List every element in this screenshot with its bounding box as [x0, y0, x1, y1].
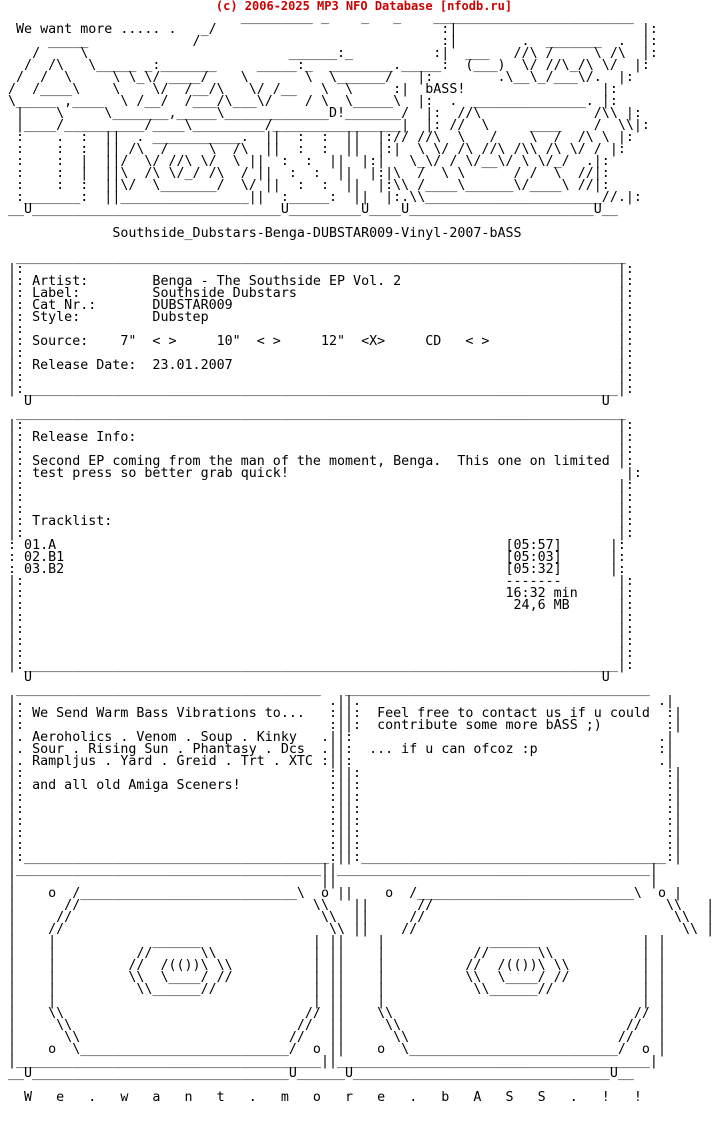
nfodb-credit-header: (c) 2006-2025 MP3 NFO Database [nfodb.ru]	[215, 0, 513, 13]
nfo-ascii-art-document: _________ _ _ _ _________________________ We want more ..... . _/ :| |: _____ / :| . _______ . |: / \ ______:_ :| ___ //\ / \ /\ |: / /\ \_____ _:_______ _____:_ ________._____: (___) \/ //\_/\ \/ |: / / \ \ \_\/ ____/ \ \ \______/ |: .\__\_/___\/. |: / /____\ \ \/ /__/\ \/ /__ \ \ :| bASS! |: \_____ ,____ \ /__/ /___/\___\/ / \ \_____\ |: . ______________. |: | \ \_______,_____\_____________D!_______/ |: //\ /\\ |: |____/__________/____\_________/________________| |: // \ ____ / \\|: : . : || . ___________. || : : || |:// //\ \ / \ / /\ \ |: : : : || /\ / \ /\ || : : || |:| \ \/ /\ //\ /\\ /\ \/ / |: : : | ||/ \/ //\ \/ \ || : : || |:| \_\/ / \/__\/ \ \/_/ .|: : : | ||\ /\ \/_/ /\ / || : : || |:|\ / \ \ / / \ //|: : : : ||\/ \_______/ \/ || : : || |:\\ /____\______\/____\ //|: :_______: ||________________|| :_____: || |:.\\______________________//.|: __U_______________________________U_________U____U_______________________U__ Southside_Dubstars-Benga-DUBSTAR009-Vinyl-2007-bASS ____________________________________________________________________________ |: |: |: Artist: Benga - The Southside EP Vol. 2 |: |: Label: Southside Dubstars |: |: Cat Nr.: DUBSTAR009 |: |: Style: Dubstep |: |: |: |: Source: 7" < > 10" < > 12" <X> CD < > |: |: |: |: Release Date: 23.01.2007 |: |: |: |:__________________________________________________________________________|: U U ____________________________________________________________________________ |: |: |: Release Info: |: |: |: |: Second EP coming from the man of the moment, Benga. This one on limited |: |: test press so better grab quick! |: |: |: |: |: |: |: |: Tracklist: |: |: |: : 01.A [05:57] |: : 02.B1 [05:03] |: : 03.B2 [05:32] |: |: ------- |: |: 16:32 min |: |: 24,6 MB |: |: |: |: |: |: |: |: |: |:__________________________________________________________________________|: U U ______________________________________ ______________________________________ |. .||. .| |: We Send Warm Bass Vibrations to... :||: Feel free to contact us if u could :| |: :||: contribute some more bASS ;) :| |. Aeroholics . Venom . Soup . Kinky .||: .| |. Sour . Rising Sun . Phantasy . Dcs .||: ... if u can ofcoz :p :| |. Rampljus . Yard . Greid . Trt . XTC :||: .| |: :||: :| |: and all old Amiga Sceners! :||: :| |: :||: :| |: :||: :| |: :||: :| |: :||: :| |: :||: :| |:______________________________________:||:______________________________________:| |______________________________________||_______________________________________| | || | | o /___________________________\ o || o /___________________________\ o | | // \\ || // \\ | | // \\ || // \\ | | // \\ || // \\ | | | ______ | || | ______ | | | | // \\ | || | // \\ | | | | // /(())\ \\ | || | // /(())\ \\ | | | | \\ \____/ // | || | \\ \____/ // | | | | \\______// | || | \\______// | | | | | || | | | | \\ // || \\ // | | \\ // || \\ // | | \\ // || \\ // | | o \__________________________/ o || o \__________________________/ o | |______________________________________||_______________________________________| __U________________________________U______U________________________________U__ W e . w a n t . m o r e . b A S S . ! !	[8, 10, 715, 1105]
